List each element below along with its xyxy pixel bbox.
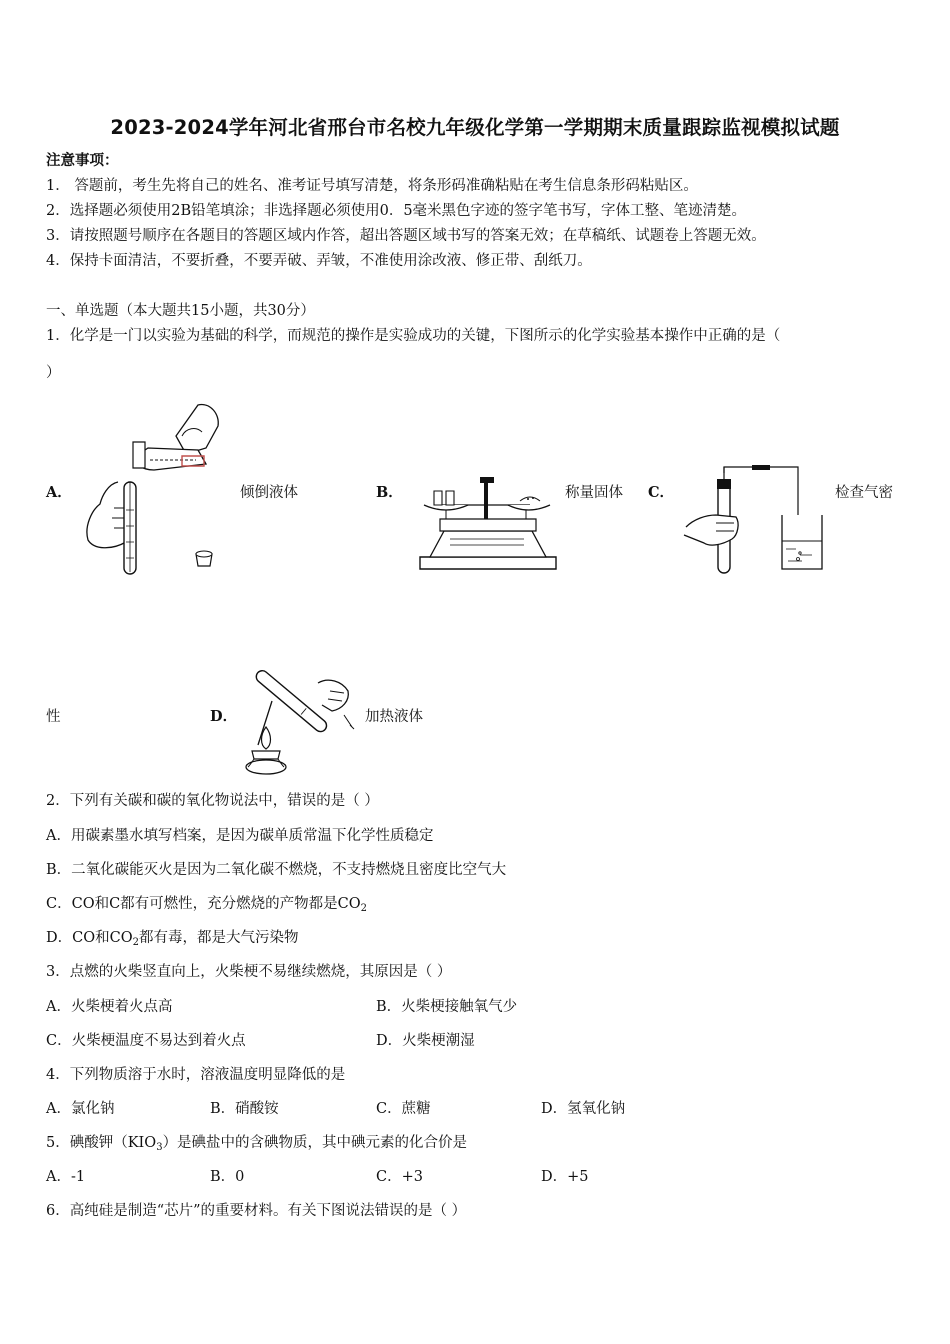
q5-stem	[46, 1134, 467, 1157]
heat-liquid-illustration	[236, 655, 361, 777]
q2-option-d-subscript: 2	[132, 937, 139, 948]
q2-option-c	[46, 895, 367, 918]
q2-option-a: A．用碳素墨水填写档案，是因为碳单质常温下化学性质稳定	[46, 828, 434, 844]
q1-option-a-letter: A．	[46, 484, 72, 501]
airtightness-check-illustration	[680, 465, 830, 577]
q3-option-a: A．火柴梗着火点高	[46, 999, 173, 1015]
pour-liquid-illustration	[78, 400, 228, 580]
q1-option-c-letter: C．	[648, 484, 675, 501]
section-heading: 一、单选题（本大题共15小题，共30分）	[46, 303, 315, 319]
page-title: 2023-2024学年河北省邢台市名校九年级化学第一学期期末质量跟踪监视模拟试题	[110, 116, 840, 139]
q1-option-b-letter: B．	[376, 484, 403, 501]
q1-option-d-letter: D．	[210, 708, 238, 725]
notes-item-2: 2．选择题必须使用2B铅笔填涂；非选择题必须使用0．5毫米黑色字迹的签字笔书写，字体工整、笔迹清楚。	[46, 203, 747, 219]
notes-item-3: 3．请按照题号顺序在各题目的答题区域内作答，超出答题区域书写的答案无效；在草稿纸、试题卷上答题无效。	[46, 228, 766, 244]
q3-option-d: D．火柴梗潮湿	[376, 1033, 475, 1049]
q1-stem-end: ）	[46, 365, 61, 381]
q1-option-a-label: 倾倒液体	[240, 485, 298, 501]
q4-option-c: C．蔗糖	[376, 1101, 431, 1117]
q3-option-b: B．火柴梗接触氧气少	[376, 999, 518, 1015]
q1-stem: 1．化学是一门以实验为基础的科学，而规范的操作是实验成功的关键，下图所示的化学实验基本操作中正确的是（	[46, 328, 781, 344]
q4-option-a: A．氯化钠	[46, 1101, 115, 1117]
q5-stem-text-end: ）是碘盐中的含碘物质，其中碘元素的化合价是	[162, 1135, 468, 1151]
q5-option-c: C．+3	[376, 1169, 423, 1185]
q2-option-d-text: D．CO和CO	[46, 930, 133, 946]
q1-option-c-label-cont: 性	[46, 709, 61, 725]
q1-option-b-label: 称量固体	[565, 485, 623, 501]
notes-item-1: 1． 答题前，考生先将自己的姓名、准考证号填写清楚，将条形码准确粘贴在考生信息条形码粘贴区。	[46, 178, 698, 194]
q4-stem: 4．下列物质溶于水时，溶液温度明显降低的是	[46, 1067, 346, 1083]
balance-scale-illustration	[420, 475, 560, 575]
q3-stem: 3．点燃的火柴竖直向上，火柴梗不易继续燃烧，其原因是（ ）	[46, 964, 452, 980]
q1-option-c-label: 检查气密	[835, 485, 893, 501]
q1-option-d-label: 加热液体	[365, 709, 423, 725]
notes-item-4: 4．保持卡面清洁，不要折叠，不要弄破、弄皱，不准使用涂改液、修正带、刮纸刀。	[46, 253, 592, 269]
q5-stem-text: 5．碘酸钾（KIO	[46, 1135, 157, 1151]
q2-option-b: B．二氧化碳能灭火是因为二氧化碳不燃烧，不支持燃烧且密度比空气大	[46, 862, 507, 878]
q2-option-d-text-end: 都有毒，都是大气污染物	[138, 930, 299, 946]
notes-heading: 注意事项：	[46, 152, 119, 169]
q3-option-c: C．火柴梗温度不易达到着火点	[46, 1033, 246, 1049]
q4-option-d: D．氢氧化钠	[541, 1101, 626, 1117]
q6-stem: 6．高纯硅是制造“芯片”的重要材料。有关下图说法错误的是（ ）	[46, 1203, 467, 1219]
q2-option-c-subscript: 2	[360, 903, 368, 914]
q5-option-d: D．+5	[541, 1169, 589, 1185]
q4-option-b: B．硝酸铵	[210, 1101, 279, 1117]
q2-option-c-text: C．CO和C都有可燃性，充分燃烧的产物都是CO	[46, 896, 361, 912]
q5-stem-subscript: 3	[156, 1142, 163, 1153]
q5-option-b: B．0	[210, 1169, 245, 1185]
q5-option-a: A．-1	[46, 1169, 86, 1185]
q2-stem: 2．下列有关碳和碳的氧化物说法中，错误的是（ ）	[46, 793, 379, 809]
q2-option-d	[46, 929, 298, 952]
